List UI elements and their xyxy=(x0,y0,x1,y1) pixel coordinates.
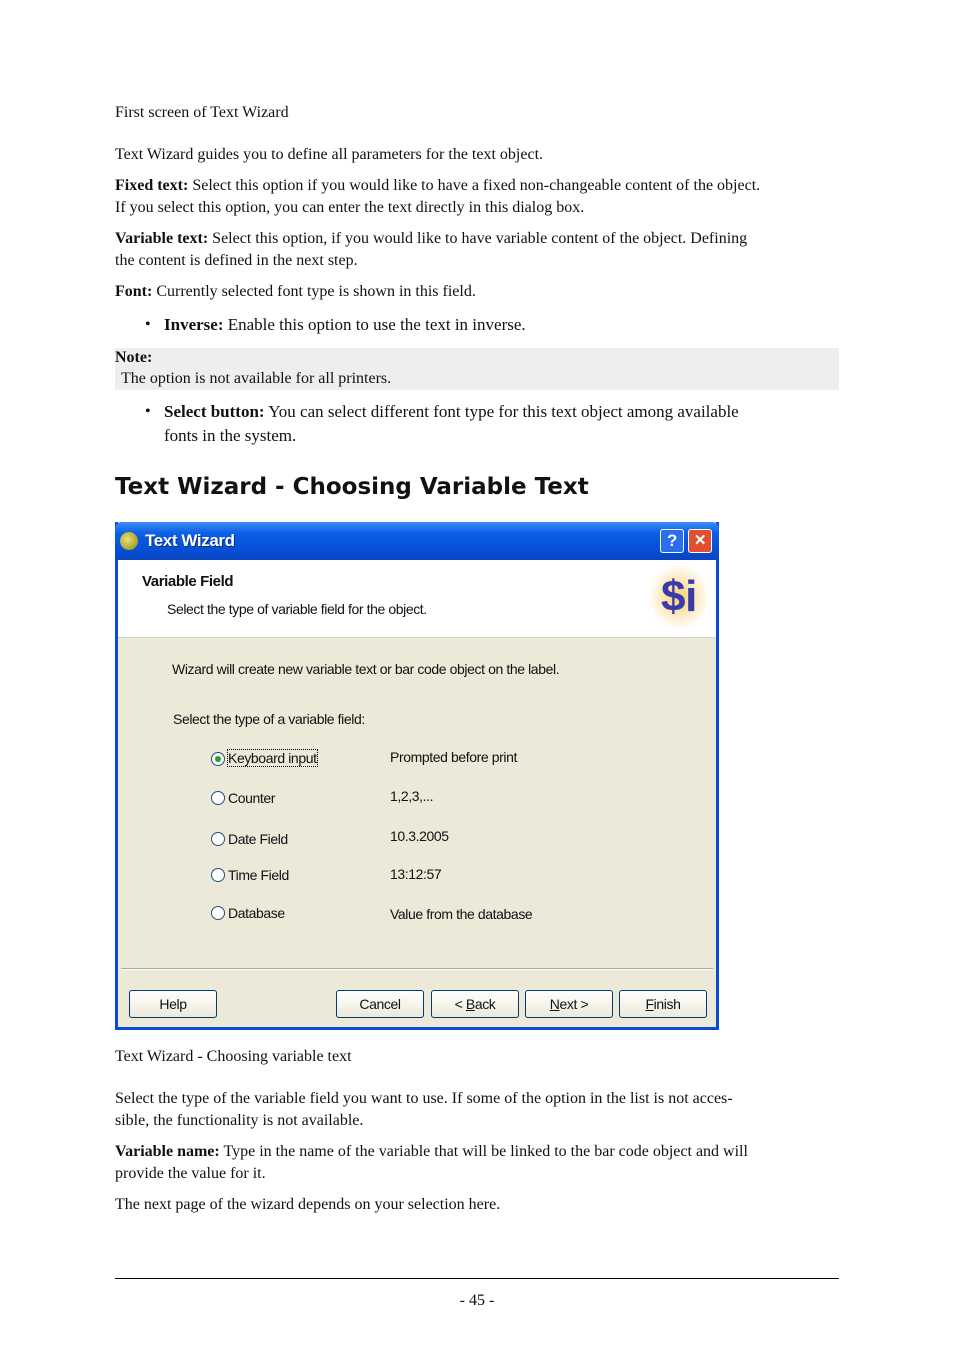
mnemonic: N xyxy=(549,996,560,1012)
option-value: Value from the database xyxy=(390,906,533,922)
select-item xyxy=(164,400,844,448)
variable-name-paragraph xyxy=(115,1141,839,1185)
text: You can select different font type for this text object among available xyxy=(264,402,739,421)
wizard-logo-icon: $i xyxy=(650,566,708,628)
option-value: 13:12:57 xyxy=(390,866,442,882)
radio-date-field[interactable] xyxy=(211,832,225,846)
text: Type in the name of the variable that will be linked to the bar code object and will xyxy=(219,1143,748,1160)
term: Fixed text: xyxy=(115,177,189,194)
option-value: 10.3.2005 xyxy=(390,828,449,844)
next-page-paragraph: The next page of the wizard depends on your selection here. xyxy=(115,1196,501,1213)
selection-paragraph xyxy=(115,1088,839,1132)
cancel-button[interactable]: Cancel xyxy=(336,990,424,1018)
term: Variable text: xyxy=(115,230,209,247)
option-value: Prompted before print xyxy=(390,749,518,765)
footer-rule xyxy=(115,1278,839,1279)
next-button[interactable] xyxy=(525,990,613,1018)
label: < xyxy=(454,996,466,1012)
prompt-label: Select the type of a variable field: xyxy=(173,711,365,727)
radio-database[interactable] xyxy=(211,906,225,920)
text: If you select this option, you can enter the text directly in this dialog box. xyxy=(115,199,585,216)
finish-button[interactable] xyxy=(619,990,707,1018)
note-text: The option is not available for all printers. xyxy=(121,370,392,387)
text: Select this option if you would like to have a fixed non-changeable content of the object. xyxy=(188,177,761,194)
text: the content is defined in the next step. xyxy=(115,252,358,269)
wizard-header xyxy=(118,560,716,638)
intro-caption: First screen of Text Wizard xyxy=(115,104,289,121)
note-title: Note: xyxy=(115,349,153,366)
radio-keyboard-input[interactable] xyxy=(211,752,225,766)
header-title: Variable Field xyxy=(142,573,234,590)
dialog-title: Text Wizard xyxy=(145,531,235,550)
text: Select this option, if you would like to have variable content of the object. Defining xyxy=(208,230,748,247)
term: Font: xyxy=(115,283,153,300)
page-number: - 45 - xyxy=(459,1292,495,1309)
label: ack xyxy=(474,996,496,1012)
section-heading: Text Wizard - Choosing Variable Text xyxy=(115,474,589,500)
mnemonic: B xyxy=(465,996,475,1012)
variable-text-paragraph xyxy=(115,228,839,272)
help-button[interactable]: Help xyxy=(129,990,217,1018)
label: ext > xyxy=(559,996,589,1012)
bullet-select: • xyxy=(145,403,151,420)
mnemonic: F xyxy=(645,996,654,1012)
text: fonts in the system. xyxy=(164,426,297,445)
term: Select button: xyxy=(164,402,265,421)
divider xyxy=(121,968,713,970)
option-label[interactable]: Database xyxy=(228,905,285,921)
text: provide the value for it. xyxy=(115,1165,266,1182)
close-icon[interactable]: ✕ xyxy=(688,529,712,553)
option-value: 1,2,3,... xyxy=(390,788,434,804)
text: sible, the functionality is not available. xyxy=(115,1112,364,1129)
term: Variable name: xyxy=(115,1143,220,1160)
text-wizard-dialog xyxy=(115,522,719,1030)
header-subtitle: Select the type of variable field for the object. xyxy=(167,601,427,617)
option-label[interactable]: Keyboard input xyxy=(228,750,317,766)
title-bar xyxy=(115,522,719,560)
text: Currently selected font type is shown in this field. xyxy=(152,283,476,300)
text: Enable this option to use the text in inverse. xyxy=(223,315,526,334)
figure-caption: Text Wizard - Choosing variable text xyxy=(115,1048,352,1065)
option-label[interactable]: Time Field xyxy=(228,867,289,883)
intro-paragraph: Text Wizard guides you to define all parameters for the text object. xyxy=(115,146,544,163)
note-box xyxy=(115,348,839,390)
option-label[interactable]: Counter xyxy=(228,790,276,806)
label: inish xyxy=(653,996,681,1012)
radio-counter[interactable] xyxy=(211,791,225,805)
text: Select the type of the variable field you want to use. If some of the option in the list is not acces- xyxy=(115,1090,733,1107)
fixed-text-paragraph xyxy=(115,175,839,219)
bullet-inverse: • xyxy=(145,316,151,333)
help-title-button[interactable]: ? xyxy=(660,529,684,553)
app-icon xyxy=(120,532,138,550)
term: Inverse: xyxy=(164,315,224,334)
font-paragraph xyxy=(115,281,839,303)
inverse-item xyxy=(164,314,888,336)
option-label[interactable]: Date Field xyxy=(228,831,288,847)
back-button[interactable] xyxy=(431,990,519,1018)
info-text: Wizard will create new variable text or bar code object on the label. xyxy=(172,661,560,677)
radio-time-field[interactable] xyxy=(211,868,225,882)
